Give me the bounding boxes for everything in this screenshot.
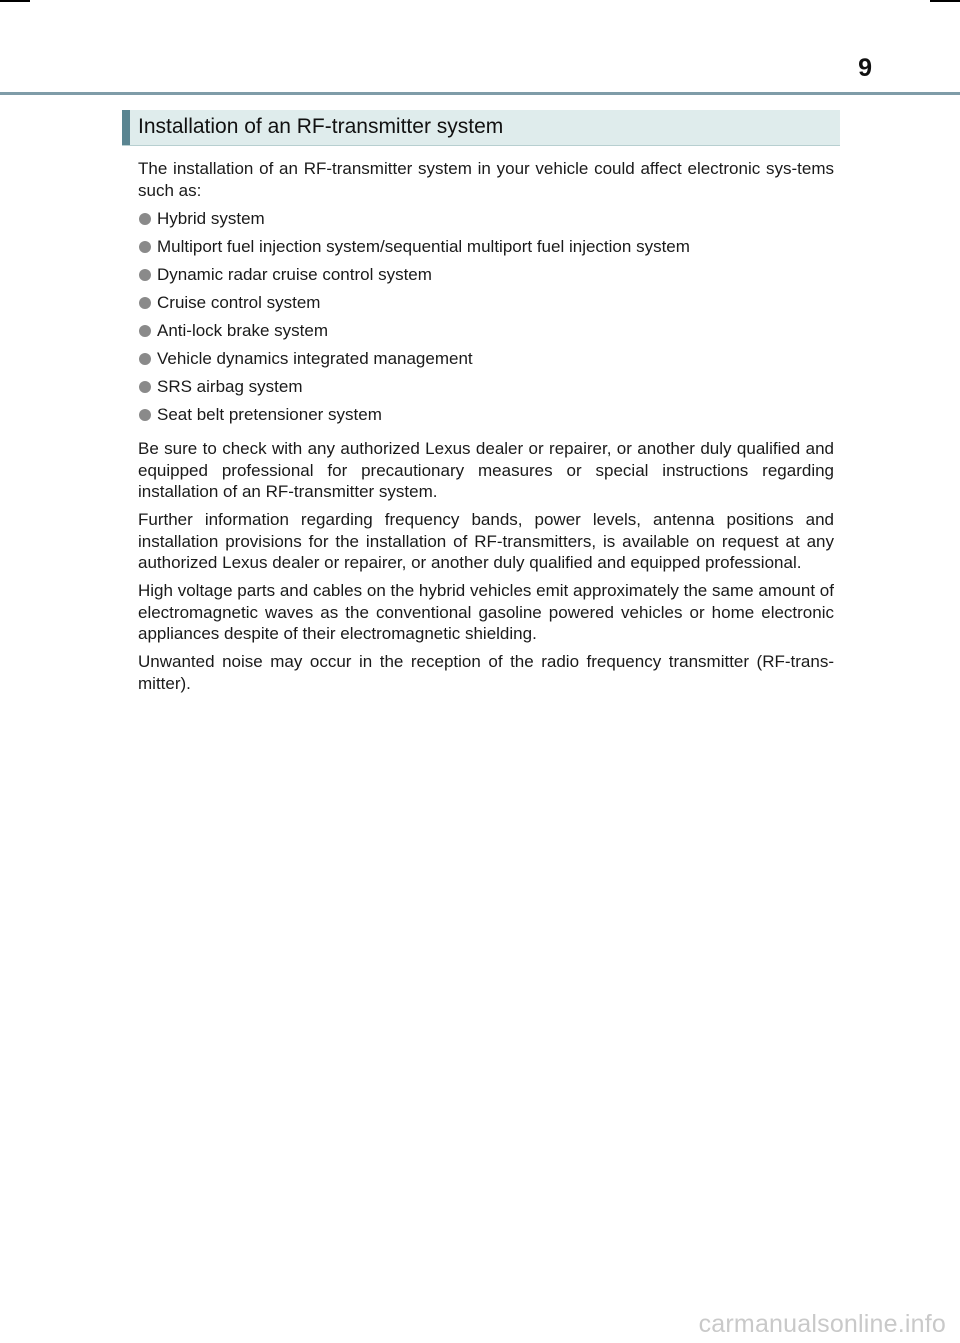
list-item-text: Seat belt pretensioner system <box>157 404 382 424</box>
list-item-text: Cruise control system <box>157 292 321 312</box>
section-body <box>138 158 834 701</box>
section-title: Installation of an RF-transmitter system <box>138 115 504 138</box>
list-item-text: Anti-lock brake system <box>157 320 328 340</box>
crop-mark-right <box>930 0 960 2</box>
bullet-dot-icon <box>139 381 151 393</box>
dealer-check-paragraph: Be sure to check with any authorized Lexus dealer or repairer, or another duly qualified and equipped professional for precautionary measures or special instructions regarding installation of an RF-transmitter system. <box>138 439 834 501</box>
bullet-dot-icon <box>139 269 151 281</box>
bullet-dot-icon <box>139 241 151 253</box>
bullet-dot-icon <box>139 213 151 225</box>
section-heading-bar <box>122 110 130 145</box>
watermark-text: carmanualsonline.info <box>698 1310 946 1338</box>
bullet-dot-icon <box>139 409 151 421</box>
list-item <box>138 348 834 376</box>
list-item-text: Dynamic radar cruise control system <box>157 264 432 284</box>
list-item <box>138 264 834 292</box>
list-item <box>138 404 834 432</box>
list-item-text: Vehicle dynamics integrated management <box>157 348 473 368</box>
list-item-text: SRS airbag system <box>157 376 303 396</box>
list-item <box>138 320 834 348</box>
bullet-dot-icon <box>139 325 151 337</box>
header-rule <box>0 92 960 95</box>
section-heading <box>122 110 840 146</box>
list-item <box>138 236 834 264</box>
crop-mark-left <box>0 0 30 2</box>
list-item <box>138 208 834 236</box>
list-item-text: Multiport fuel injection system/sequential multiport fuel injection system <box>157 236 690 256</box>
bullet-dot-icon <box>139 297 151 309</box>
list-item <box>138 292 834 320</box>
list-item-text: Hybrid system <box>157 208 265 228</box>
frequency-info-paragraph: Further information regarding frequency bands, power levels, antenna positions and installation provisions for the installation of RF-transmitters, is available on request at any authorized Lexus dealer or repairer, or another duly qualified and equipped professional. <box>138 510 834 572</box>
noise-paragraph: Unwanted noise may occur in the reception of the radio frequency transmitter (RF-trans-mitter). <box>138 652 834 693</box>
bullet-dot-icon <box>139 353 151 365</box>
intro-paragraph: The installation of an RF-transmitter system in your vehicle could affect electronic sys-tems such as: <box>138 159 834 200</box>
list-item <box>138 376 834 404</box>
page-number: 9 <box>858 54 872 82</box>
bullet-list <box>138 208 834 432</box>
high-voltage-paragraph: High voltage parts and cables on the hybrid vehicles emit approximately the same amount of electromagnetic waves as the conventional gasoline powered vehicles or home electronic appliances despite of their electromagnetic shielding. <box>138 581 834 643</box>
